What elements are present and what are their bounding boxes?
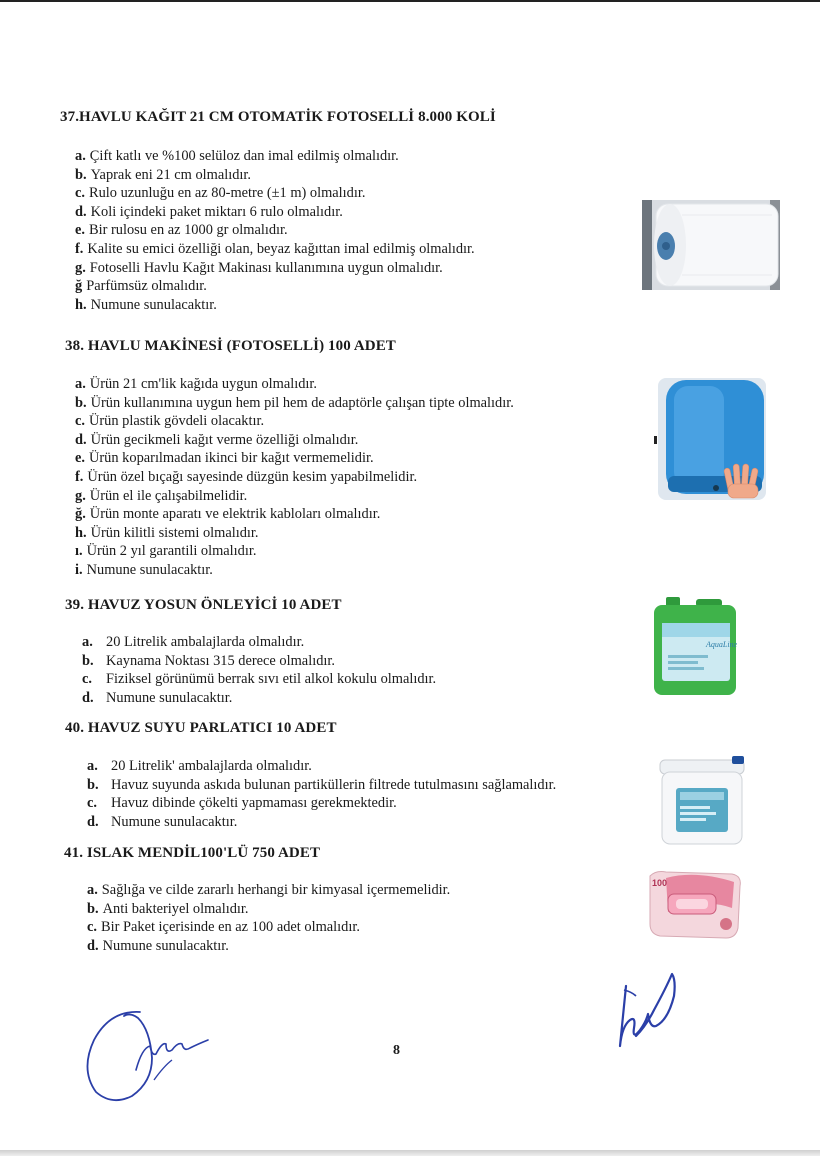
section-40-list: [87, 757, 556, 831]
list-item: [87, 900, 450, 919]
list-item: [75, 240, 475, 259]
section-39-list: [82, 633, 436, 707]
item-text: Ürün 2 yıl garantili olmalıdır.: [86, 543, 257, 560]
list-item: [75, 184, 475, 203]
section-37-list: [75, 147, 475, 314]
item-label: g.: [75, 259, 86, 276]
algae-inhibitor-canister-photo: [652, 595, 738, 697]
item-label: d.: [87, 813, 99, 830]
list-item: [75, 561, 514, 580]
item-text: Ürün plastik gövdeli olacaktır.: [89, 413, 265, 430]
signature-right: [606, 966, 686, 1052]
list-item: [82, 652, 436, 671]
item-label: ğ: [75, 278, 83, 295]
item-label: h.: [75, 524, 87, 541]
page-number: 8: [393, 1043, 400, 1058]
item-label: b.: [87, 900, 99, 917]
item-label: e.: [75, 450, 85, 467]
list-item: [87, 776, 556, 795]
item-label: a.: [87, 758, 98, 774]
list-item: [82, 670, 436, 689]
item-text: Kaynama Noktası 315 derece olmalıdır.: [106, 652, 335, 669]
list-item: [75, 221, 475, 240]
item-label: d.: [87, 937, 99, 954]
item-label: f.: [75, 240, 84, 257]
list-item: [75, 542, 514, 561]
item-text: Numune sunulacaktır.: [111, 813, 238, 830]
signature-left: [80, 1000, 220, 1110]
item-text: Yaprak eni 21 cm olmalıdır.: [90, 166, 252, 183]
item-label: a.: [82, 634, 93, 650]
item-text: Rulo uzunluğu en az 80-metre (±1 m) olmalıdır.: [89, 185, 366, 202]
item-text: Koli içindeki paket miktarı 6 rulo olmalıdır.: [90, 203, 343, 220]
item-text: Numune sunulacaktır.: [102, 937, 229, 954]
section-40-title: 40. HAVUZ SUYU PARLATICI 10 ADET: [65, 720, 337, 736]
item-text: Havuz dibinde çökelti yapmaması gerekmektedir.: [111, 795, 397, 812]
item-label: f.: [75, 468, 84, 485]
list-item: [75, 375, 514, 394]
item-label: e.: [75, 222, 85, 239]
item-label: ı.: [75, 543, 83, 560]
bottom-border: [0, 1150, 820, 1156]
item-label: a.: [75, 148, 86, 164]
list-item: [75, 468, 514, 487]
list-item: [75, 524, 514, 543]
item-text: Bir rulosu en az 1000 gr olmalıdır.: [89, 222, 288, 239]
item-label: b.: [75, 166, 87, 183]
list-item: [75, 277, 475, 296]
item-text: Parfümsüz olmalıdır.: [86, 278, 207, 295]
list-item: [75, 412, 514, 431]
item-label: i.: [75, 561, 83, 578]
list-item: [75, 296, 475, 315]
top-border: [0, 0, 820, 2]
section-37-title: 37.HAVLU KAĞIT 21 CM OTOMATİK FOTOSELLİ 8.000 KOLİ: [60, 109, 496, 125]
item-label: c.: [75, 185, 85, 202]
list-item: [75, 166, 475, 185]
item-label: b.: [87, 776, 99, 793]
item-text: Kalite su emici özelliği olan, beyaz kağıttan imal edilmiş olmalıdır.: [87, 240, 475, 257]
list-item: [75, 449, 514, 468]
item-label: c.: [87, 795, 97, 812]
item-text: Numune sunulacaktır.: [90, 296, 217, 313]
list-item: [75, 505, 514, 524]
item-label: d.: [82, 689, 94, 706]
list-item: [75, 203, 475, 222]
item-label: b.: [82, 652, 94, 669]
item-text: 20 Litrelik ambalajlarda olmalıdır.: [106, 634, 305, 650]
item-label: b.: [75, 394, 87, 411]
item-text: Numune sunulacaktır.: [86, 561, 213, 578]
list-item: [75, 394, 514, 413]
section-41-title: 41. ISLAK MENDİL100'LÜ 750 ADET: [64, 845, 321, 861]
section-38-title: 38. HAVLU MAKİNESİ (FOTOSELLİ) 100 ADET: [65, 338, 396, 354]
item-label: ğ.: [75, 506, 86, 523]
item-text: Ürün el ile çalışabilmelidir.: [89, 487, 248, 504]
section-39-title: 39. HAVUZ YOSUN ÖNLEYİCİ 10 ADET: [65, 597, 342, 613]
list-item: [87, 881, 450, 900]
list-item: [87, 794, 556, 813]
item-text: Anti bakteriyel olmalıdır.: [102, 900, 249, 917]
canister-label: AquaLine: [706, 640, 738, 649]
item-text: Ürün kilitli sistemi olmalıdır.: [90, 524, 259, 541]
pool-clarifier-bucket-photo: [656, 756, 748, 848]
paper-towel-dispenser-photo: [654, 376, 768, 502]
paper-towel-roll-photo: [642, 200, 780, 290]
list-item: [75, 259, 475, 278]
item-text: Bir Paket içerisinde en az 100 adet olmalıdır.: [101, 919, 360, 936]
list-item: [75, 431, 514, 450]
item-label: h.: [75, 296, 87, 313]
item-label: d.: [75, 431, 87, 448]
item-text: Fotoselli Havlu Kağıt Makinası kullanımına uygun olmalıdır.: [89, 259, 443, 276]
section-38-list: [75, 375, 514, 580]
list-item: [87, 813, 556, 832]
item-label: a.: [75, 376, 86, 392]
item-label: c.: [82, 671, 92, 688]
item-label: c.: [87, 919, 97, 936]
item-text: Ürün monte aparatı ve elektrik kabloları olmalıdır.: [89, 506, 381, 523]
list-item: [82, 633, 436, 652]
item-text: Ürün 21 cm'lik kağıda uygun olmalıdır.: [89, 376, 318, 392]
item-label: d.: [75, 203, 87, 220]
list-item: [87, 918, 450, 937]
list-item: [87, 937, 450, 956]
wipes-count-label: 100: [652, 878, 668, 888]
item-text: Numune sunulacaktır.: [106, 689, 233, 706]
item-text: Sağlığa ve cilde zararlı herhangi bir kimyasal içermemelidir.: [101, 882, 451, 898]
item-text: Ürün kullanımına uygun hem pil hem de adaptörle çalışan tipte olmalıdır.: [90, 394, 514, 411]
item-text: 20 Litrelik' ambalajlarda olmalıdır.: [111, 758, 312, 774]
wet-wipes-pack-photo: [646, 868, 744, 942]
item-text: Ürün koparılmadan ikinci bir kağıt vermemelidir.: [89, 450, 374, 467]
item-text: Çift katlı ve %100 selüloz dan imal edilmiş olmalıdır.: [89, 148, 399, 164]
list-item: [82, 689, 436, 708]
list-item: [75, 147, 475, 166]
section-41-list: [87, 881, 450, 955]
item-text: Havuz suyunda askıda bulunan partiküllerin filtrede tutulmasını sağlamalıdır.: [111, 776, 557, 793]
item-label: g.: [75, 487, 86, 504]
item-text: Ürün gecikmeli kağıt verme özelliği olmalıdır.: [90, 431, 359, 448]
list-item: [75, 487, 514, 506]
item-label: a.: [87, 882, 98, 898]
item-text: Ürün özel bıçağı sayesinde düzgün kesim yapabilmelidir.: [87, 468, 418, 485]
list-item: [87, 757, 556, 776]
item-text: Fiziksel görünümü berrak sıvı etil alkol kokulu olmalıdır.: [106, 671, 437, 688]
item-label: c.: [75, 413, 85, 430]
